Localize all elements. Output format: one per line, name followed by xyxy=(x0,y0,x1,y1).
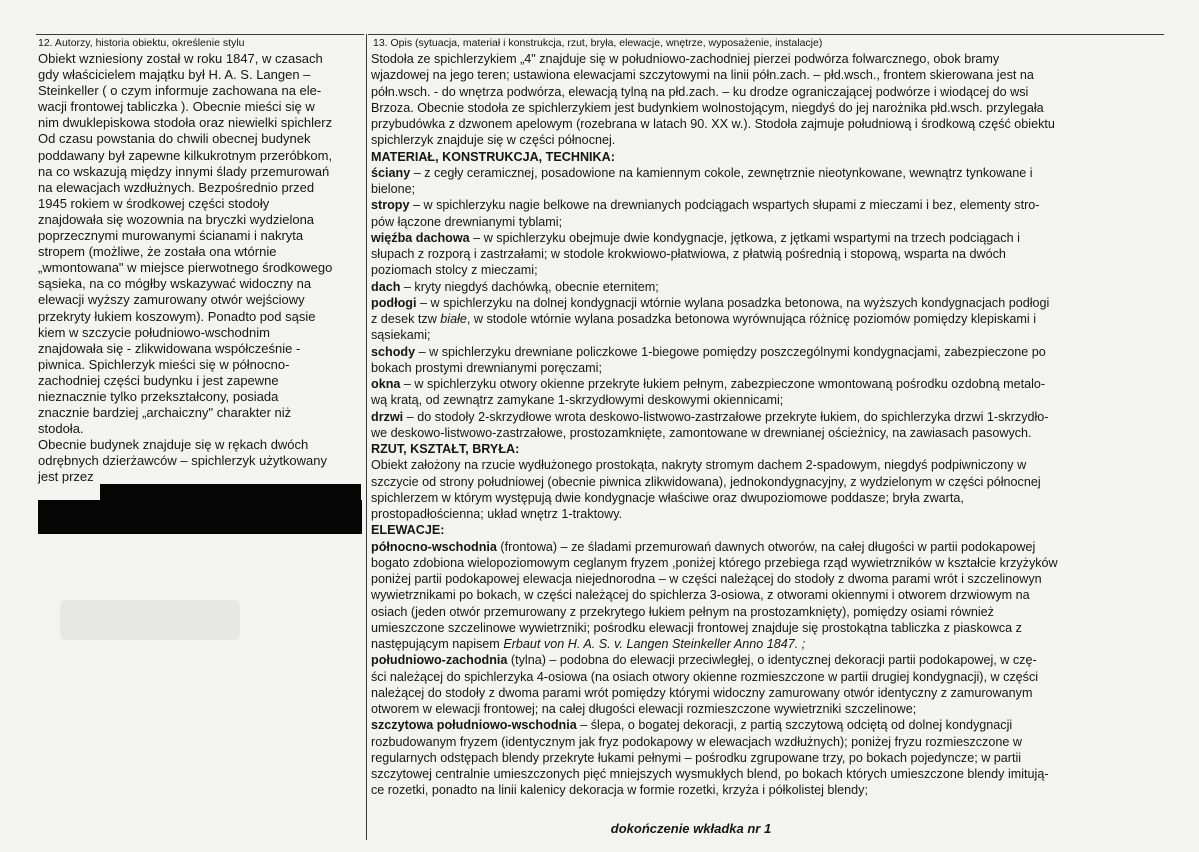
description-line xyxy=(371,149,1161,165)
description-line xyxy=(371,344,1161,360)
section-term: więźba dachowa xyxy=(371,230,470,245)
history-line: znajdowała się - zlikwidowana współcześnie - xyxy=(38,340,301,356)
section-term: ściany xyxy=(371,165,411,180)
description-text: z desek tzw xyxy=(371,312,441,326)
description-text: – w spichlerzyku otwory okienne przekryte łukiem pełnym, zabezpieczone wmontowaną pośrodku ozdobną metalo- xyxy=(400,377,1046,391)
section-term: stropy xyxy=(371,198,410,213)
description-line xyxy=(371,474,1161,490)
description-line xyxy=(371,84,1161,100)
history-line: znacznie bardziej „archaiczny" charakter niż xyxy=(38,405,292,421)
description-line xyxy=(371,376,1161,392)
section-term: ELEWACJE: xyxy=(371,523,445,538)
history-line: piwnica. Spichlerzyk mieści się w północno- xyxy=(38,356,290,372)
history-line: elewacji wyższy zamurowany otwór wejściowy xyxy=(38,292,305,308)
history-line: Od czasu powstania do chwili obecnej budynek xyxy=(38,131,311,147)
history-line: sąsieka, na co mógłby wskazywać widoczny na xyxy=(38,276,312,292)
description-text: słupach z rozporą i zastrzałami; w stodole krokwiowo-płatwiowa, z płatwią pośrednią i stopową, wsparta na dwóch xyxy=(371,247,1006,261)
section-term: drzwi xyxy=(371,409,404,424)
description-line xyxy=(371,51,1161,67)
description-line xyxy=(371,279,1161,295)
description-text: osiach (jeden otwór przemurowany z przekrytego łukiem pełnym na prostozamknięty), pomiędzy osiami również xyxy=(371,604,994,619)
description-text: półn.wsch. - do wnętrza podwórza, elewacją tylną na płd.zach. – ku drodze ograniczającej podwórze i wiodącej do wsi xyxy=(371,84,1029,99)
description-text: – w spichlerzyku obejmuje dwie kondygnacje, jętkowa, z jętkami wspartymi na trzech podciągach i xyxy=(469,230,1020,245)
description-line xyxy=(371,67,1161,83)
description-text: bielone; xyxy=(371,182,416,196)
description-text: umieszczone szczelinowe wywietrzniki; pośrodku elewacji frontowej znajduje się prostokątna tabliczka z piaskowca z xyxy=(371,620,1022,635)
description-text: spichlerzem w którym występują dwie kondygnacje właściwe oraz dwupoziomowe poddasze; bryła zwarta, xyxy=(371,490,964,505)
description-line xyxy=(371,214,1161,230)
description-text: Stodoła ze spichlerzykiem „4" znajduje się w południowo-zachodniej pierzei podwórza folwarcznego, obok bramy xyxy=(371,52,1000,66)
description-line xyxy=(371,766,1161,782)
history-line: 1945 rokiem w środkowej części stodoły xyxy=(38,195,270,211)
description-text: we deskowo-listwowo-zastrzałowe, prostozamknięte, zamontowane w drewnianej ościeżnicy, na zawiasach pasowych. xyxy=(371,425,1032,440)
history-line: wacji frontowej tabliczka ). Obecnie mieści się w xyxy=(38,99,315,115)
description-text: (frontowa) – ze śladami przemurowań dawnych otworów, na całej długości w partii podokapowej xyxy=(496,539,1036,554)
left-column-header: 12. Autorzy, historia obiektu, określenie stylu xyxy=(38,37,245,49)
description-text: pów łączone drewnianymi tyblami; xyxy=(371,214,563,229)
description-text: Brzoza. Obecnie stodoła ze spichlerzykiem jest budynkiem wolnostojącym, niegdyś do jej narożnika płd.wsch. przylegała xyxy=(371,100,1044,115)
history-line: jest przez xyxy=(38,469,94,485)
description-line xyxy=(371,604,1161,620)
description-text: rozbudowanym fryzem (identycznym jak fryz podokapowy w elewacjach wzdłużnych); poniżej fryzu rozmieszczone w xyxy=(371,734,1022,749)
section-term: schody xyxy=(371,344,416,359)
description-text: przybudówka z dzwonem apelowym (rozebrana w latach 90. XX w.). Stodoła zajmuje południową i środkową część obiektu xyxy=(371,117,1055,131)
redaction-block xyxy=(38,500,362,534)
description-line xyxy=(371,457,1161,473)
section-term: podłogi xyxy=(371,295,417,310)
description-line xyxy=(371,701,1161,717)
section-term: RZUT, KSZTAŁT, BRYŁA: xyxy=(371,442,520,456)
description-text: bogato zdobiona wielopoziomowym ceglanym fryzem ,poniżej którego przebiega rząd wywietrzników w kształcie krzyżyków xyxy=(371,555,1058,570)
description-text: otworem w elewacji frontowej; na całej długości elewacji rozmieszczone wywietrzniki szczelinowe; xyxy=(371,702,917,716)
history-section xyxy=(38,51,360,486)
history-line: zachodniej części budynku i jest zapewne xyxy=(38,372,279,388)
description-line xyxy=(371,587,1161,603)
left-header-rule xyxy=(36,34,364,35)
description-text: wjazdowej na jego teren; ustawiona elewacjami szczytowymi na linii półn.zach. – płd.wsch., frontem skierowana jest na xyxy=(371,68,1034,83)
description-text: (tylna) – podobna do elewacji przeciwległej, o identycznej dekoracji partii podokapowej, w czę- xyxy=(507,653,1037,668)
history-line: nim dwuklepiskowa stodoła oraz niewielki spichlerz xyxy=(38,115,333,131)
description-text: następującym napisem xyxy=(371,637,504,651)
section-term: południowo-zachodnia xyxy=(371,653,508,668)
description-text: – do stodoły 2-skrzydłowe wrota deskowo-listwowo-zastrzałowe przekryte łukiem, do spichlerzyka drzwi 1-skrzydło- xyxy=(403,409,1049,424)
history-line: znajdowała się wozownia na bryczki wydzielona xyxy=(38,211,315,227)
scan-smudge xyxy=(60,600,240,640)
description-text: – ślepa, o bogatej dekoracji, z partią szczytową odciętą od dolnej kondygnacji xyxy=(576,718,1013,733)
description-line xyxy=(371,571,1161,587)
description-text: wywietrznikami po bokach, w części należącej do spichlerza 3-osiowa, z otworami okiennymi i otworem drzwiowym na xyxy=(371,588,1030,603)
history-line: „wmontowana" w miejsce pierwotnego środkowego xyxy=(38,260,333,276)
description-text: bokach prostymi drewnianymi poręczami; xyxy=(371,360,602,375)
description-line xyxy=(371,165,1161,181)
description-line xyxy=(371,181,1161,197)
history-line: na elewacjach wzdłużnych. Bezpośrednio przed xyxy=(38,179,315,195)
section-term: szczytowa południowo-wschodnia xyxy=(371,718,577,733)
history-line: Steinkeller ( o czym informuje zachowana na ele- xyxy=(38,83,322,99)
description-line xyxy=(371,360,1161,376)
history-line: poprzecznymi murowanymi ścianami i nakryta xyxy=(38,228,304,244)
description-line xyxy=(371,717,1161,733)
section-term: okna xyxy=(371,377,401,391)
description-line xyxy=(371,311,1161,327)
right-column-header: 13. Opis (sytuacja, materiał i konstrukcja, rzut, bryła, elewacje, wnętrze, wyposażenie, instalacje) xyxy=(373,37,823,49)
description-text: regularnych odstępach blendy przekryte łukami pełnymi – pośrodku zgrupowane trzy, po bokach pojedyncze; w partii xyxy=(371,750,1022,765)
description-line xyxy=(371,734,1161,750)
history-line: kiem w szczycie południowo-wschodnim xyxy=(38,324,270,340)
description-text: poziomach stolcy z mieczami; xyxy=(371,263,538,278)
description-text: spichlerzyk znajduje się w części północnej. xyxy=(371,133,616,148)
description-line xyxy=(371,750,1161,766)
italic-text: Erbaut von H. A. S. v. Langen Steinkeller Anno 1847. ; xyxy=(503,637,806,651)
description-line xyxy=(371,652,1161,668)
description-text: – z cegły ceramicznej, posadowione na kamiennym cokole, zewnętrznie nieotynkowane, wewnątrz tynkowane i xyxy=(410,165,1033,180)
description-section xyxy=(371,51,1161,799)
description-text: – w spichlerzyku drewniane policzkowe 1-biegowe pomiędzy poszczególnymi kondygnacjami, zabezpieczone po xyxy=(415,344,1046,359)
history-line: odrębnych dzierżawców – spichlerzyk użytkowany xyxy=(38,453,328,469)
history-line: nieznacznie tylko przekształcony, posiada xyxy=(38,388,279,404)
description-line xyxy=(371,132,1161,148)
history-line: na co wskazują między innymi ślady przemurowań xyxy=(38,163,330,179)
description-text: Obiekt założony na rzucie wydłużonego prostokąta, nakryty stromym dachem 2-spadowym, niegdyś podpiwniczony w xyxy=(371,458,1027,473)
description-line xyxy=(371,425,1161,441)
description-line xyxy=(371,636,1161,652)
description-line xyxy=(371,669,1161,685)
description-line xyxy=(371,490,1161,506)
right-header-rule xyxy=(368,34,1164,35)
section-term: MATERIAŁ, KONSTRUKCJA, TECHNIKA: xyxy=(371,149,615,164)
description-line xyxy=(371,100,1161,116)
description-line xyxy=(371,197,1161,213)
column-divider xyxy=(366,34,367,840)
description-line xyxy=(371,441,1161,457)
description-line xyxy=(371,116,1161,132)
description-line xyxy=(371,230,1161,246)
history-line: Obecnie budynek znajduje się w rękach dwóch xyxy=(38,437,309,453)
description-line xyxy=(371,522,1161,538)
description-text: poniżej partii podokapowej elewacja niejednorodna – w części należącej do stodoły z dwoma parami wrót i szczelinowyn xyxy=(371,572,1042,586)
section-term: dach xyxy=(371,279,401,294)
history-line: stropem (możliwe, że została ona wtórnie xyxy=(38,244,277,260)
description-text: sąsiekami; xyxy=(371,328,431,343)
continuation-note: dokończenie wkładka nr 1 xyxy=(610,821,772,836)
description-line xyxy=(371,409,1161,425)
description-text: szczytowej centralnie umieszczonych pięć mniejszych wysmukłych blend, po bokach których umieszczone blendy imitują- xyxy=(371,767,1049,781)
description-text: ce rozetki, ponadto na linii kalenicy dekoracja w formie rozetki, krzyża i półkolistej blendy; xyxy=(371,783,868,798)
description-text: – kryty niegdyś dachówką, obecnie eternitem; xyxy=(400,279,659,294)
history-line: stodoła. xyxy=(38,421,84,437)
history-line: przekryty łukiem koszowym). Ponadto pod sąsie xyxy=(38,308,316,324)
description-text: szczycie od strony południowej (obecnie piwnica zlikwidowana), jednokondygnacyjny, z wydzielonym w części północnej xyxy=(371,474,1041,489)
description-line xyxy=(371,620,1161,636)
description-text: – w spichlerzyku na dolnej kondygnacji wtórnie wylana posadzka betonowa, na wyższych kondygnacjach podłogi xyxy=(416,295,1050,310)
history-line: poddawany był zapewne kilkukrotnym przeróbkom, xyxy=(38,147,333,163)
description-text: prostopadłościenna; układ wnętrz 1-traktowy. xyxy=(371,507,623,521)
description-line xyxy=(371,555,1161,571)
description-line xyxy=(371,782,1161,798)
description-text: wą kratą, od zewnątrz zamykane 1-skrzydłowymi deskowymi okiennicami; xyxy=(371,393,784,408)
description-line xyxy=(371,327,1161,343)
description-text: , w stodole wtórnie wylana posadzka betonowa wyrównująca różnicę poziomów pomiędzy klepiskami i xyxy=(466,312,1036,326)
history-line: Obiekt wzniesiony został w roku 1847, w czasach xyxy=(38,51,323,66)
description-text: należącej do stodoły z dwoma parami wrót pomiędzy którymi widoczny zamurowany otwór identyczny z zamurowanym xyxy=(371,685,1033,700)
description-line xyxy=(371,392,1161,408)
description-line xyxy=(371,262,1161,278)
description-text: – w spichlerzyku nagie belkowe na drewnianych podciągach wspartych słupami z mieczami i bez, elementy stro- xyxy=(409,198,1040,213)
italic-text: białe xyxy=(440,312,467,326)
description-line xyxy=(371,295,1161,311)
description-text: ści należącej do spichlerzyka 4-osiowa (na osiach otwory okienne rozmieszczone w partii drugiej kondygnacji), w części xyxy=(371,669,1039,684)
description-line xyxy=(371,539,1161,555)
section-term: północno-wschodnia xyxy=(371,539,497,554)
description-line xyxy=(371,506,1161,522)
description-line xyxy=(371,246,1161,262)
history-line: gdy właścicielem majątku był H. A. S. Langen – xyxy=(38,67,311,83)
description-line xyxy=(371,685,1161,701)
